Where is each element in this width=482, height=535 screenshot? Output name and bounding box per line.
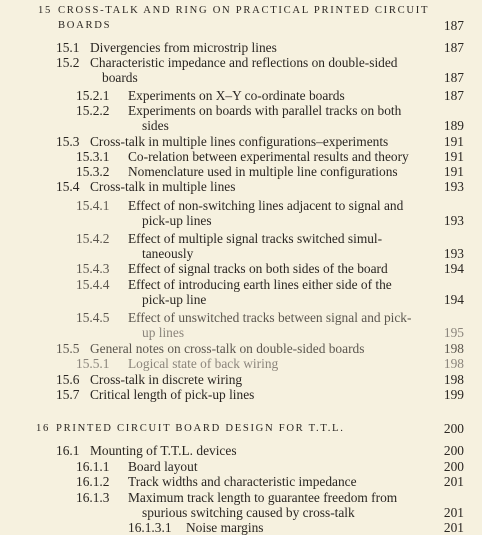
page-number: 198: [443, 356, 464, 371]
toc-entry-15-4-5: [0, 310, 482, 325]
page-number: 191: [443, 134, 464, 149]
section-title: Mounting of T.T.L. devices: [90, 443, 237, 458]
toc-entry-16-1-2: [0, 474, 482, 489]
page-number: 191: [443, 164, 464, 179]
section-title: Cross-talk in discrete wiring: [90, 372, 243, 387]
subsection-number: 16.1.3: [76, 490, 110, 505]
section-number: 15.1: [56, 40, 80, 55]
chapter-number: 16: [36, 423, 50, 434]
section-title: Cross-talk in multiple lines: [90, 179, 236, 194]
toc-entry-15-2: [0, 55, 482, 70]
toc-entry-15-2-cont: [0, 70, 482, 85]
toc-entry-15-3-2: [0, 164, 482, 179]
subsection-number: 15.3.1: [76, 149, 110, 164]
section-number: 15.4: [56, 179, 80, 194]
page-number: 187: [443, 88, 464, 103]
subsection-title: Effect of multiple signal tracks switched simul-: [128, 231, 383, 246]
page-number: 189: [443, 118, 464, 133]
section-title: Critical length of pick-up lines: [90, 387, 255, 402]
subsection-title: Maximum track length to guarantee freedom from: [128, 490, 398, 505]
page-number: 193: [443, 246, 464, 261]
subsection-title: Effect of introducing earth lines either side of the: [128, 277, 392, 292]
subsection-number: 15.2.2: [76, 103, 110, 118]
subsection-number: 15.4.2: [76, 231, 110, 246]
subsection-title-continued: spurious switching caused by cross-talk: [142, 505, 355, 520]
toc-entry-15-4-4-cont: [0, 292, 482, 307]
subsection-number: 15.4.1: [76, 198, 110, 213]
page-number: 193: [443, 179, 464, 194]
section-number: 16.1: [56, 443, 80, 458]
toc-entry-15-4-2-cont: [0, 246, 482, 261]
toc-entry-chapter-15-cont: [0, 18, 482, 33]
chapter-title-continued: BOARDS: [58, 20, 112, 31]
section-title: Cross-talk in multiple lines configurations–experiments: [90, 134, 389, 149]
subsection-title: Logical state of back wiring: [128, 356, 279, 371]
subsection-number: 15.4.5: [76, 310, 110, 325]
page-number: 187: [443, 70, 464, 85]
subsection-number: 15.3.2: [76, 164, 110, 179]
subsection-title: Effect of unswitched tracks between signal and pick-: [128, 310, 412, 325]
subsection-title: Board layout: [128, 459, 198, 474]
chapter-title: CROSS-TALK AND RING ON PRACTICAL PRINTED CIRCUIT: [58, 5, 430, 16]
toc-entry-16-1-3-cont: [0, 505, 482, 520]
toc-entry-chapter-15: [0, 3, 482, 18]
page-number: 194: [443, 292, 464, 307]
page-number: 198: [443, 372, 464, 387]
page-number: 195: [443, 325, 464, 340]
toc-entry-15-2-1: [0, 88, 482, 103]
subsubsection-title: Noise margins: [186, 520, 264, 535]
page-number: 200: [443, 443, 464, 458]
toc-entry-15-4-5-cont: [0, 325, 482, 340]
page-number: 201: [443, 505, 464, 520]
toc-entry-15-6: [0, 372, 482, 387]
toc-entry-16-1: [0, 443, 482, 458]
page-number: 199: [443, 387, 464, 402]
toc-entry-15-4-1-cont: [0, 213, 482, 228]
subsection-title: Effect of signal tracks on both sides of the board: [128, 261, 388, 276]
section-number: 15.5: [56, 341, 80, 356]
toc-entry-15-3-1: [0, 149, 482, 164]
subsection-number: 15.4.4: [76, 277, 110, 292]
page-number: 198: [443, 341, 464, 356]
subsection-number: 16.1.2: [76, 474, 110, 489]
page-number: 193: [443, 213, 464, 228]
subsection-number: 16.1.1: [76, 459, 110, 474]
toc-entry-16-1-1: [0, 459, 482, 474]
page-number: 200: [443, 459, 464, 474]
toc-entry-15-7: [0, 387, 482, 402]
subsection-title: Experiments on boards with parallel tracks on both: [128, 103, 402, 118]
subsection-title-continued: sides: [142, 118, 169, 133]
chapter-number: 15: [38, 5, 52, 16]
toc-entry-15-2-2: [0, 103, 482, 118]
toc-entry-chapter-16: [0, 421, 482, 436]
section-title: Characteristic impedance and reflections on double-sided: [90, 55, 398, 70]
subsection-title-continued: pick-up lines: [142, 213, 212, 228]
subsection-title-continued: pick-up line: [142, 292, 207, 307]
subsection-title: Track widths and characteristic impedance: [128, 474, 357, 489]
toc-entry-15-5-1: [0, 356, 482, 371]
section-number: 15.2: [56, 55, 80, 70]
toc-entry-15-4-2: [0, 231, 482, 246]
page-number: 201: [443, 520, 464, 535]
toc-entry-15-5: [0, 341, 482, 356]
toc-entry-15-1: [0, 40, 482, 55]
page-number: 187: [443, 40, 464, 55]
page-number: 194: [443, 261, 464, 276]
section-title: Divergencies from microstrip lines: [90, 40, 277, 55]
section-number: 15.7: [56, 387, 80, 402]
subsection-title: Effect of non-switching lines adjacent to signal and: [128, 198, 404, 213]
subsection-number: 15.5.1: [76, 356, 110, 371]
toc-entry-15-3: [0, 134, 482, 149]
page-number: 201: [443, 474, 464, 489]
section-number: 15.6: [56, 372, 80, 387]
subsection-title: Experiments on X–Y co-ordinate boards: [128, 88, 345, 103]
toc-entry-15-4-1: [0, 198, 482, 213]
subsubsection-number: 16.1.3.1: [128, 520, 172, 535]
subsection-title: Nomenclature used in multiple line configurations: [128, 164, 398, 179]
page-number: 187: [443, 18, 464, 33]
subsection-number: 15.4.3: [76, 261, 110, 276]
subsection-title-continued: up lines: [142, 325, 185, 340]
page-number: 191: [443, 149, 464, 164]
toc-entry-15-4-3: [0, 261, 482, 276]
section-number: 15.3: [56, 134, 80, 149]
section-title-continued: boards: [102, 70, 138, 85]
toc-entry-16-1-3: [0, 490, 482, 505]
toc-entry-15-4-4: [0, 277, 482, 292]
page-number: 200: [443, 421, 464, 436]
toc-entry-15-4: [0, 179, 482, 194]
subsection-number: 15.2.1: [76, 88, 110, 103]
toc-entry-15-2-2-cont: [0, 118, 482, 133]
subsection-title: Co-relation between experimental results and theory: [128, 149, 409, 164]
section-title: General notes on cross-talk on double-sided boards: [90, 341, 365, 356]
chapter-title: PRINTED CIRCUIT BOARD DESIGN FOR T.T.L.: [56, 423, 345, 434]
subsection-title-continued: taneously: [142, 246, 194, 261]
